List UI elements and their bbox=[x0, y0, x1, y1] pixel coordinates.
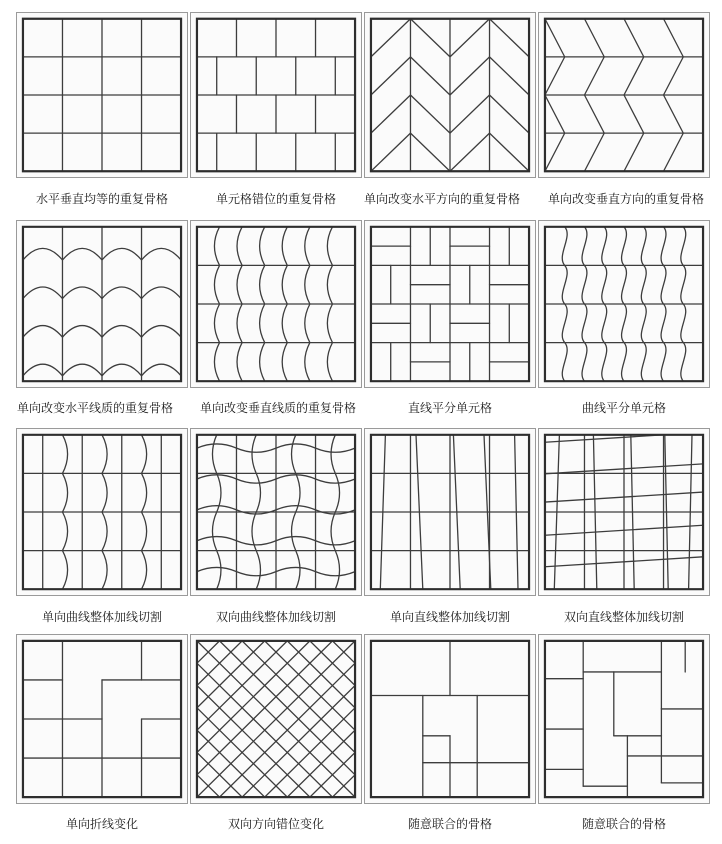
grid-skeleton-15 bbox=[365, 635, 535, 803]
pattern-figure-15 bbox=[364, 634, 536, 804]
pattern-caption: 单向曲线整体加线切割 bbox=[41, 610, 162, 624]
pattern-figure-4 bbox=[538, 12, 710, 178]
skeleton-line bbox=[191, 641, 287, 797]
pattern-caption: 直线平分单元格 bbox=[407, 401, 492, 415]
grid-skeleton-2 bbox=[191, 13, 361, 177]
grid-skeleton-14 bbox=[191, 635, 361, 803]
grid-skeleton-12 bbox=[539, 429, 709, 595]
pattern-figure-1 bbox=[16, 12, 188, 178]
pattern-caption: 随意联合的骨格 bbox=[407, 817, 492, 831]
grid-skeleton-11 bbox=[365, 429, 535, 595]
grid-skeleton-1 bbox=[17, 13, 187, 177]
pattern-figure-12 bbox=[538, 428, 710, 596]
grid-skeleton-8 bbox=[539, 221, 709, 387]
pattern-figure-16 bbox=[538, 634, 710, 804]
pattern-figure-13 bbox=[16, 634, 188, 804]
skeleton-line bbox=[332, 641, 361, 797]
skeleton-line bbox=[265, 641, 361, 797]
skeleton-line bbox=[332, 641, 361, 797]
grid-skeleton-5 bbox=[17, 221, 187, 387]
pattern-figure-14 bbox=[190, 634, 362, 804]
pattern-caption: 单向直线整体加线切割 bbox=[389, 610, 510, 624]
grid-skeleton-6 bbox=[191, 221, 361, 387]
skeleton-line bbox=[191, 641, 220, 797]
pattern-caption: 双向方向错位变化 bbox=[227, 817, 324, 831]
pattern-figure-6 bbox=[190, 220, 362, 388]
pattern-caption: 单向折线变化 bbox=[65, 817, 138, 831]
pattern-figure-9 bbox=[16, 428, 188, 596]
pattern-caption: 双向直线整体加线切割 bbox=[563, 610, 684, 624]
pattern-caption: 双向曲线整体加线切割 bbox=[215, 610, 336, 624]
pattern-figure-2 bbox=[190, 12, 362, 178]
pattern-figure-3 bbox=[364, 12, 536, 178]
pattern-caption: 随意联合的骨格 bbox=[581, 817, 666, 831]
grid-skeleton-10 bbox=[191, 429, 361, 595]
pattern-caption: 单向改变水平方向的重复骨格 bbox=[363, 192, 520, 206]
grid-skeleton-16 bbox=[539, 635, 709, 803]
grid-skeleton-9 bbox=[17, 429, 187, 595]
grid-skeleton-7 bbox=[365, 221, 535, 387]
pattern-figure-10 bbox=[190, 428, 362, 596]
pattern-figure-5 bbox=[16, 220, 188, 388]
pattern-caption: 单向改变垂直方向的重复骨格 bbox=[547, 192, 704, 206]
skeleton-line bbox=[265, 641, 361, 797]
pattern-caption: 水平垂直均等的重复骨格 bbox=[35, 192, 168, 206]
pattern-caption: 单向改变水平线质的重复骨格 bbox=[16, 401, 173, 415]
skeleton-lines bbox=[191, 641, 361, 797]
skeleton-line bbox=[191, 641, 287, 797]
skeleton-line bbox=[191, 641, 220, 797]
pattern-caption: 单元格错位的重复骨格 bbox=[215, 192, 336, 206]
grid-skeleton-3 bbox=[365, 13, 535, 177]
pattern-figure-11 bbox=[364, 428, 536, 596]
grid-skeleton-4 bbox=[539, 13, 709, 177]
pattern-figure-7 bbox=[364, 220, 536, 388]
skeleton-border bbox=[545, 641, 703, 797]
pattern-caption: 单向改变垂直线质的重复骨格 bbox=[199, 401, 356, 415]
grid-skeleton-13 bbox=[17, 635, 187, 803]
pattern-caption: 曲线平分单元格 bbox=[581, 401, 666, 415]
pattern-figure-8 bbox=[538, 220, 710, 388]
